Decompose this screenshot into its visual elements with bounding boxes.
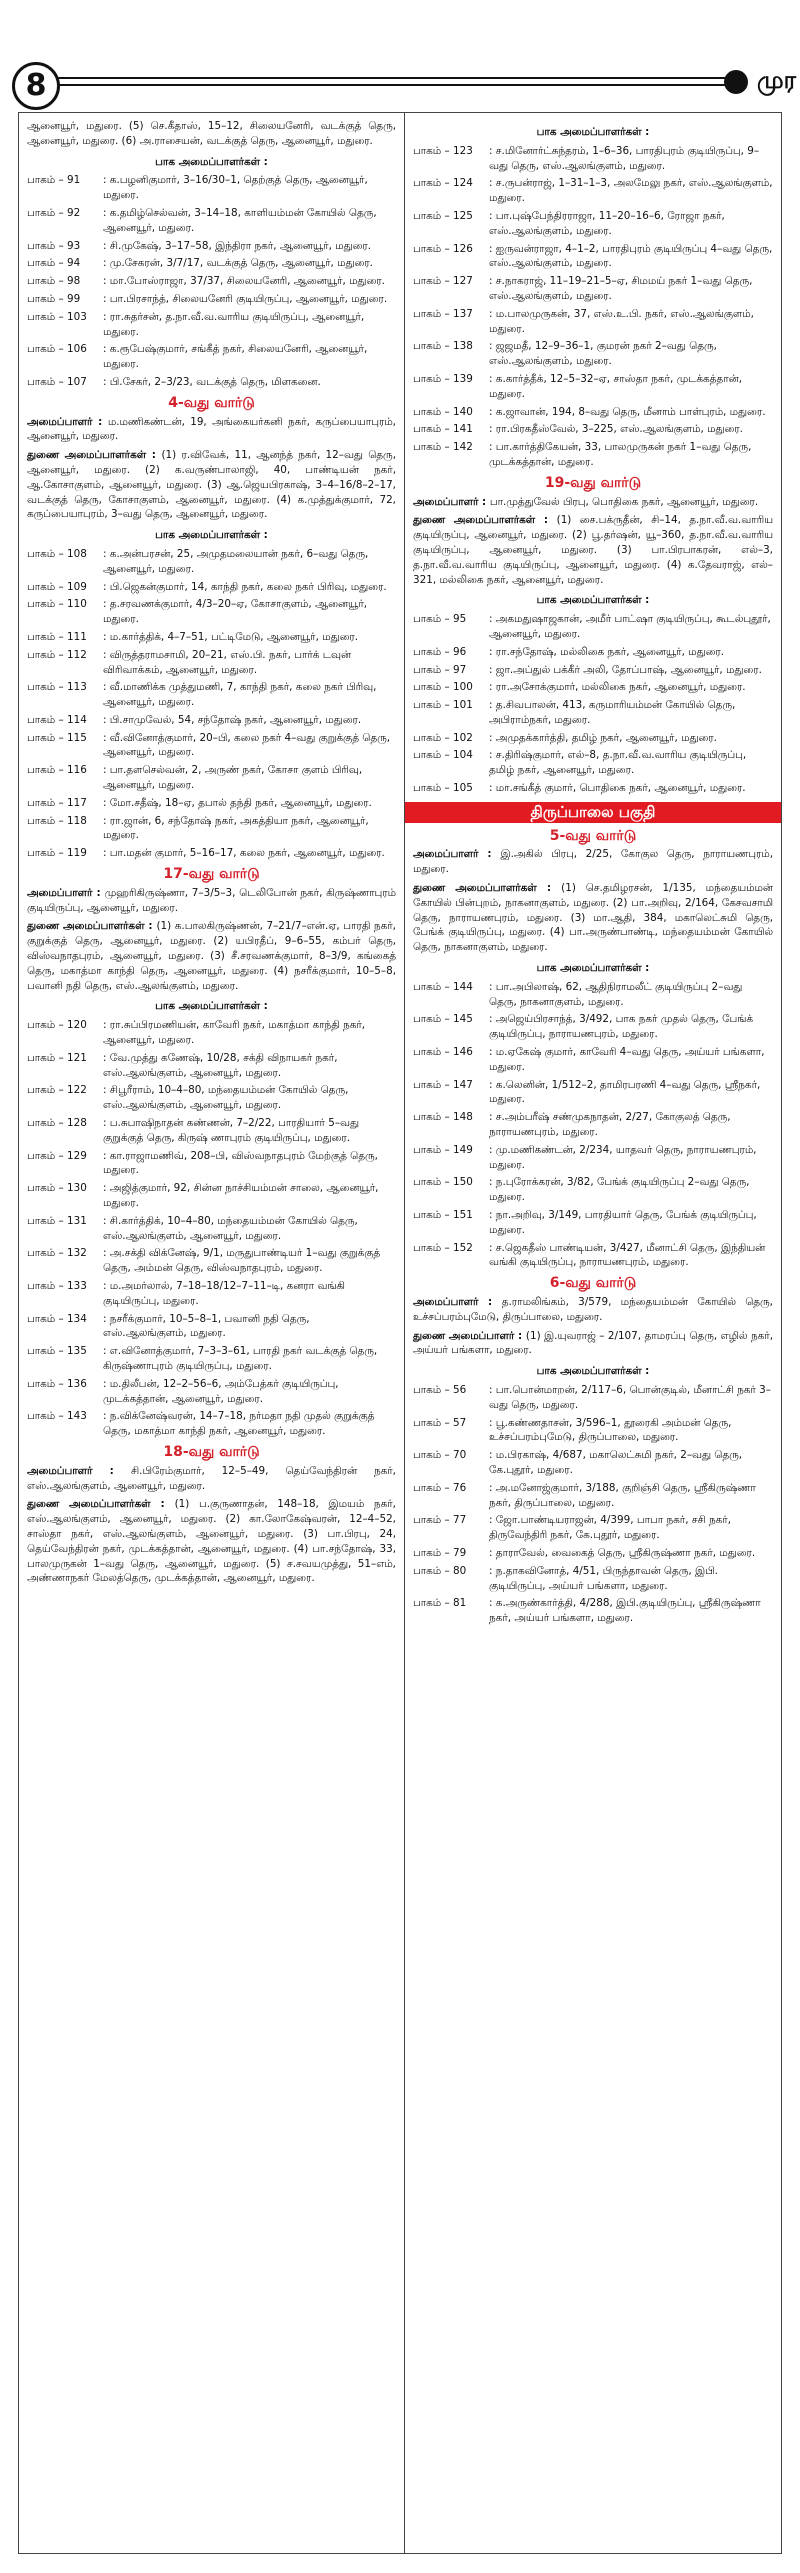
section-subheading: பாக அமைப்பாளர்கள் : bbox=[536, 1365, 650, 1378]
booth-number: பாகம் – 147 bbox=[413, 1078, 473, 1091]
booth-organizer: : சிபூரீராம், 10–4–80, மந்தையம்மன் கோயில் தெரு, எஸ்.ஆலங்குளம், ஆனையூர், மதுரை. bbox=[103, 1084, 349, 1112]
booth-number: பாகம் – 96 bbox=[413, 645, 467, 658]
booth-number: பாகம் – 80 bbox=[413, 1564, 467, 1577]
booth-organizer: : பா.அபிலாஷ், 62, ஆதிநிராமலீட் குடியிருப்பு 2–வது தெரு, நாகனாகுளம், மதுரை. bbox=[489, 980, 743, 1008]
booth-entry bbox=[413, 781, 773, 796]
booth-number: பாகம் – 137 bbox=[413, 307, 473, 320]
booth-organizer: : க.அருண்கார்த்தி, 4/288, இபி.குடியிருப்பு, ஸ்ரீகிருஷ்ணா நகர், அய்யர் பங்களா, மதுரை. bbox=[489, 1597, 761, 1625]
booth-entry bbox=[413, 1241, 773, 1271]
organizer-details: பா.முத்துவேல் பிரபு, பொதிகை நகர், ஆனையூர், மதுரை. bbox=[489, 495, 759, 508]
booth-organizer: : த.சரவணக்குமார், 4/3–20–ஏ, கோசாகுளம், ஆனையூர், மதுரை. bbox=[103, 598, 368, 626]
booth-entry bbox=[413, 307, 773, 337]
booth-entry bbox=[413, 748, 773, 778]
booth-organizer: : வீ.வினோத்குமார், 20–பி, கலை நகர் 4–வது குறுக்குத் தெரு, ஆனையூர், மதுரை. bbox=[103, 731, 391, 759]
booth-entry bbox=[413, 144, 773, 174]
booth-organizer: : ம.பாலமுருகன், 37, எஸ்.உ.பி. நகர், எஸ்.ஆலங்குளம், மதுரை. bbox=[489, 307, 754, 335]
booth-organizer: : ரா.பிரகதீஸ்வேல், 3–225, எஸ்.ஆலங்குளம், மதுரை. bbox=[489, 423, 743, 436]
booth-number: பாகம் – 138 bbox=[413, 340, 473, 353]
booth-entry bbox=[27, 846, 396, 861]
booth-organizer: : மு.மணிகண்டன், 2/234, யாதவர் தெரு, நாராயணபுரம், மதுரை. bbox=[489, 1143, 757, 1171]
booth-organizer: : வே.முத்து கணேஷ், 10/28, சக்தி விநாயகர் நகர், எஸ்.ஆலங்குளம், ஆனையூர், மதுரை. bbox=[103, 1051, 338, 1079]
organizer-paragraph bbox=[27, 1497, 396, 1586]
role-label: அமைப்பாளர் : bbox=[27, 886, 105, 899]
booth-number: பாகம் – 123 bbox=[413, 144, 473, 157]
booth-organizer: : ச.நாகராஜ், 11–19–21–5–ஏ, சிமமய் நகர் 1–வது தெரு, எஸ்.ஆலங்குளம், மதுரை. bbox=[489, 275, 753, 302]
role-label: துணை அமைப்பாளர் : bbox=[413, 1329, 526, 1342]
booth-number: பாகம் – 109 bbox=[27, 580, 87, 593]
booth-entry bbox=[413, 274, 773, 304]
booth-number: பாகம் – 81 bbox=[413, 1597, 467, 1610]
booth-entry bbox=[413, 422, 773, 437]
article-frame bbox=[18, 112, 782, 2554]
booth-organizer: : க.ஜாவான், 194, 8–வது தெரு, மீனாம் பாள்புரம், மதுரை. bbox=[489, 405, 766, 418]
organizer-paragraph bbox=[27, 119, 396, 149]
booth-organizer: : அஜெய்பிரசாந்த், 3/492, பாக நகர் முதல் தெரு, பேங்க் குடியிருப்பு, நாராயணபுரம், மதுரை. bbox=[489, 1013, 753, 1041]
booth-entry bbox=[27, 1279, 396, 1309]
organizer-details: (1) இ.யுவராஜ் – 2/107, தாமரப்பு தெரு, எழில் நகர், அய்யர் பங்களா, மதுரை. bbox=[413, 1329, 773, 1357]
booth-organizer: : அ.மனோஜ்குமார், 3/188, குறிஞ்சி தெரு, ஸ்ரீகிருஷ்ணா நகர், திருப்பாலை, மதுரை. bbox=[489, 1481, 756, 1509]
booth-number: பாகம் – 149 bbox=[413, 1143, 473, 1156]
booth-number: பாகம் – 111 bbox=[27, 630, 87, 643]
booth-organizer: : ச.மினோர்ட்சுந்தரம், 1–6–36, பாரதிபுரம் குடியிருப்பு, 9–வது தெரு, எஸ்.ஆலங்குளம், மதுரை. bbox=[489, 144, 760, 172]
booth-entry bbox=[27, 1344, 396, 1374]
booth-organizer: : பா.தளசெல்வன், 2, அருண் நகர், கோசா குளம் பிரிவு, ஆனையூர், மதுரை. bbox=[103, 764, 363, 792]
booth-entry bbox=[413, 372, 773, 402]
booth-entry bbox=[27, 1149, 396, 1179]
booth-number: பாகம் – 104 bbox=[413, 749, 473, 762]
booth-entry bbox=[413, 1110, 773, 1140]
booth-entry bbox=[27, 1377, 396, 1407]
booth-entry bbox=[413, 339, 773, 369]
brand-logo-icon bbox=[724, 70, 748, 94]
booth-entry bbox=[27, 630, 396, 645]
booth-organizer: : ம.கார்த்திக், 4–7–51, பட்டிமேடு, ஆனையூர், மதுரை. bbox=[103, 630, 359, 643]
booth-organizer: : ரா.சுதர்சன், த.நா.வீ.வ.வாரிய குடியிருப்பு, ஆனையூர், மதுரை. bbox=[103, 310, 365, 338]
booth-organizer: : ச.ஜெகதீஸ் பாண்டியன், 3/427, மீனாட்சி தெரு, இந்தியன் வங்கி குடியிருப்பு, நாராயணபுரம், மதுரை. bbox=[489, 1241, 766, 1269]
booth-number: பாகம் – 129 bbox=[27, 1149, 87, 1162]
booth-entry bbox=[27, 814, 396, 844]
booth-entry bbox=[27, 731, 396, 761]
booth-entry bbox=[27, 1051, 396, 1081]
booth-number: பாகம் – 120 bbox=[27, 1019, 87, 1032]
organizer-details: சி.பிரேம்குமார், 12–5–49, தெய்வேந்திரன் நகர், எஸ்.ஆலங்குளம், ஆனையூர், மதுரை. bbox=[27, 1464, 396, 1492]
booth-organizer: : க.பழனிகுமார், 3–16/30–1, தெற்குத் தெரு, ஆனையூர், மதுரை. bbox=[103, 174, 368, 202]
ward-heading: 17-வது வார்டு bbox=[163, 866, 260, 883]
booth-entry bbox=[413, 663, 773, 678]
booth-organizer: : ம.பிரகாஷ், 4/687, மகாலெட்சுமி நகர், 2–வது தெரு, கே.புதூர், மதுரை. bbox=[489, 1449, 743, 1476]
booth-number: பாகம் – 77 bbox=[413, 1514, 467, 1527]
organizer-details: (1) செ.தமிழரசன், 1/135, மந்தையம்மன் கோயில் பின்புறம், நாகனாகுளம், மதுரை. (2) பா.அறிவு, 2/164, கேசவசாமி தெரு, நாராயணபுரம், மதுரை. (3) மா.ஆதி, 384, மகாலெட்சுமி தெரு, பேங்க் குடியிருப்பு, மதுரை. (4) பா.அருண்பாண்டி, மந்தையம்மன் கோயில் தெரு, நாகனாகுளம், மதுரை. bbox=[413, 882, 773, 954]
booth-organizer: : ச.திரிஷ்குமார், எல்–8, த.நா.வீ.வ.வாரிய குடியிருப்பு, தமிழ் நகர், ஆனையூர், மதுரை. bbox=[489, 749, 747, 777]
booth-organizer: : சி.கார்த்திக், 10–4–80, மந்தையம்மன் கோயில் தெரு, எஸ்.ஆலங்குளம், ஆனையூர், மதுரை. bbox=[103, 1214, 358, 1242]
booth-number: பாகம் – 103 bbox=[27, 310, 87, 323]
header-rule-top bbox=[55, 77, 725, 79]
booth-organizer: : மோ.சதீஷ், 18–ஏ, தபால் தந்தி நகர், ஆனையூர், மதுரை. bbox=[103, 796, 372, 809]
header-rule-bottom bbox=[55, 84, 725, 86]
booth-organizer: : பா.மதன் குமார், 5–16–17, கலை நகர், ஆனையூர், மதுரை. bbox=[103, 847, 385, 860]
role-label: அமைப்பாளர் : bbox=[27, 415, 108, 428]
booth-organizer: : க.தமிழ்செல்வன், 3–14–18, காளியம்மன் கோயில் தெரு, ஆனையூர், மதுரை. bbox=[103, 206, 377, 234]
booth-organizer: : ம.திலீபன், 12–2–56–6, அம்பேத்கர் குடியிருப்பு, முடக்கத்தான், ஆனையூர், மதுரை. bbox=[103, 1377, 339, 1405]
organizer-paragraph bbox=[27, 886, 396, 916]
booth-entry bbox=[413, 209, 773, 239]
booth-number: பாகம் – 110 bbox=[27, 598, 87, 611]
booth-entry bbox=[413, 731, 773, 746]
booth-entry bbox=[413, 440, 773, 470]
booth-number: பாகம் – 114 bbox=[27, 713, 87, 726]
booth-entry bbox=[27, 597, 396, 627]
booth-number: பாகம் – 56 bbox=[413, 1383, 467, 1396]
booth-organizer: : ந.விக்னேஷ்வரன், 14–7–18, நர்மதா நதி முதல் குறுக்குத் தெரு, மகாத்மா காந்தி நகர், ஆனையூர், மதுரை. bbox=[103, 1410, 375, 1438]
booth-entry bbox=[413, 1012, 773, 1042]
left-column bbox=[19, 113, 405, 2553]
booth-organizer: : க.லெனின், 1/512–2, தாமிரபரணி 4–வது தெரு, ஸ்ரீநகர், மதுரை. bbox=[489, 1078, 761, 1106]
ward-heading: 19-வது வார்டு bbox=[544, 474, 642, 491]
booth-number: பாகம் – 79 bbox=[413, 1546, 467, 1559]
booth-number: பாகம் – 100 bbox=[413, 681, 473, 694]
organizer-details: (1) ப.குருணாதன், 148–18, இமயம் நகர், எஸ்.ஆலங்குளம், ஆனையூர், மதுரை. (2) கா.லோகேஷ்வரன், 12–4–52, சாஸ்தா நகர், எஸ்.ஆலங்குளம், ஆனையூர், மதுரை. (3) பா.பிரபு, 24, தெய்வேந்திரன் நகர், முடக்கத்தான், ஆனையூர், மதுரை. (4) பா.சந்தோஷ், 33, பாலமுருகன் 1–வது தெரு, ஆனையூர், மதுரை. (5) ச.சவயமுத்து, 51–எம், அண்ணாநகர் மேலத்தெரு, முடக்கத்தான், ஆனையூர், மதுரை. bbox=[27, 1498, 396, 1585]
organizer-paragraph bbox=[413, 881, 773, 955]
role-label: துணை அமைப்பாளர்கள் : bbox=[413, 882, 562, 895]
booth-number: பாகம் – 108 bbox=[27, 547, 87, 560]
booth-organizer: : ந.புரோக்கரன், 3/82, பேங்க் குடியிருப்பு 2–வது தெரு, மதுரை. bbox=[489, 1176, 750, 1204]
organizer-paragraph bbox=[413, 495, 773, 510]
booth-organizer: : ச.அம்பரீஷ் சண்முகநாதன், 2/27, கோகுலத் தெரு, நாராயணபுரம், மதுரை. bbox=[489, 1111, 731, 1139]
booth-organizer: : தாராவேல், வைகைத் தெரு, ஸ்ரீகிருஷ்ணா நகர், மதுரை. bbox=[489, 1546, 756, 1559]
booth-organizer: : சி.முகேஷ், 3–17–58, இந்திரா நகர், ஆனையூர், மதுரை. bbox=[103, 239, 372, 252]
role-label: துணை அமைப்பாளர்கள் : bbox=[27, 1498, 175, 1511]
ward-heading: 6-வது வார்டு bbox=[549, 1275, 637, 1292]
booth-number: பாகம் – 131 bbox=[27, 1214, 87, 1227]
booth-number: பாகம் – 122 bbox=[27, 1084, 87, 1097]
booth-number: பாகம் – 124 bbox=[413, 177, 473, 190]
booth-number: பாகம் – 127 bbox=[413, 275, 473, 288]
booth-entry bbox=[413, 405, 773, 420]
booth-organizer: : பி.சேகர், 2–3/23, வடக்குத் தெரு, மிளகனை. bbox=[103, 375, 321, 388]
booth-entry bbox=[27, 1116, 396, 1146]
booth-organizer: : ரா.அசோக்குமார், மல்லிகை நகர், ஆனையூர், மதுரை. bbox=[489, 681, 746, 694]
booth-organizer: : ரா.ஜான், 6, சந்தோஷ் நகர், அகத்தியா நகர், ஆனையூர், மதுரை. bbox=[103, 814, 369, 842]
organizer-details: இ.அகில் பிரபு, 2/25, கோகுல தெரு, நாராயணபுரம், மதுரை. bbox=[413, 848, 773, 876]
booth-number: பாகம் – 117 bbox=[27, 796, 87, 809]
booth-number: பாகம் – 125 bbox=[413, 209, 473, 222]
organizer-details: (1) சை.பக்ருதீன், சி–14, த.நா.வீ.வ.வாரிய குடியிருப்பு, ஆனையூர், மதுரை. (2) பூ.தர்ஷன், யூ–360, த.நா.வீ.வ.வாரிய குடியிருப்பு, ஆனையூர், மதுரை. (3) பா.பிரபாகரன், எல்–3, த.நா.வீ.வ.வாரிய குடியிருப்பு, ஆனையூர், மதுரை. (4) க.தேவராஜ், எல்–321, மல்லிகை நகர், ஆனையூர், மதுரை. bbox=[413, 514, 773, 586]
booth-entry bbox=[413, 1383, 773, 1413]
role-label: துணை அமைப்பாளர்கள் : bbox=[413, 514, 557, 527]
booth-entry bbox=[413, 1143, 773, 1173]
booth-number: பாகம் – 132 bbox=[27, 1247, 87, 1260]
booth-entry bbox=[27, 1214, 396, 1244]
booth-number: பாகம் – 146 bbox=[413, 1046, 473, 1059]
booth-number: பாகம் – 118 bbox=[27, 814, 87, 827]
booth-organizer: : ம.ஏகேஷ் குமார், காவேரி 4–வது தெரு, அய்யர் பங்களா, மதுரை. bbox=[489, 1046, 765, 1073]
booth-number: பாகம் – 107 bbox=[27, 375, 87, 388]
booth-organizer: : ப.சுபாஷிநாதன் கண்ணன், 7–2/22, பாரதியார் 5–வது குறுக்குத் தெரு, கிருஷ் ணாபுரம் குடியிருப்பு, மதுரை. bbox=[103, 1117, 359, 1144]
section-subheading: பாக அமைப்பாளர்கள் : bbox=[536, 594, 650, 607]
booth-entry bbox=[27, 648, 396, 678]
booth-number: பாகம் – 139 bbox=[413, 372, 473, 385]
booth-number: பாகம் – 105 bbox=[413, 782, 473, 795]
booth-entry bbox=[27, 680, 396, 710]
organizer-details: ம.மணிகண்டன், 19, அங்கையர்கனி நகர், கருப்பையாபுரம், ஆனையூர், மதுரை. bbox=[27, 415, 396, 443]
organizer-paragraph bbox=[413, 1329, 773, 1359]
booth-number: பாகம் – 128 bbox=[27, 1117, 87, 1130]
booth-entry bbox=[413, 1416, 773, 1446]
booth-organizer: : க.ரூபேஷ்குமார், சங்கீத் நகர், சிலையனேரி, ஆனையூர், மதுரை. bbox=[103, 343, 368, 371]
booth-number: பாகம் – 135 bbox=[27, 1345, 87, 1358]
booth-organizer: : பா.புஷ்பேந்திரராஜா, 11–20–16–6, ரோஜா நகர், எஸ்.ஆலங்குளம், மதுரை. bbox=[489, 209, 725, 237]
booth-number: பாகம் – 106 bbox=[27, 343, 87, 356]
booth-organizer: : ஜோ.பாண்டியராஜன், 4/399, பாபா நகர், சசி நகர், திருவேந்திரி நகர், கே.புதூர், மதுரை. bbox=[489, 1514, 732, 1542]
booth-organizer: : பி.ஜெகன்குமார், 14, காந்தி நகர், கலை நகர் பிரிவு, மதுரை. bbox=[103, 580, 387, 593]
booth-organizer: : க.கார்த்தீக், 12–5–32–ஏ, சாஸ்தா நகர், முடக்கத்தான், மதுரை. bbox=[489, 372, 743, 400]
booth-organizer: : த.சிவபாலன், 413, கருமாரியம்மன் கோயில் தெரு, அபிராம்நகர், மதுரை. bbox=[489, 699, 736, 726]
organizer-details: (1) க.பாலகிருஷ்ணன், 7–21/7–என்.ஏ, பாரதி நகர், குறுக்குத் தெரு, ஆனையூர், மதுரை. (2) யபிரதீப், 9–6–55, கம்பர் தெரு, விஸ்வநாதபுரம், ஆனையூர், மதுரை. (3) சீ.சரவணக்குமார், 8–3/9, கங்கைத் தெரு, மகாத்மா காந்தி தெரு, ஆனையூர், மதுரை. (4) நசரீக்குமார், 10–5–8, பவானி நதி தெரு, எஸ்.ஆலங்குளம், மதுரை. bbox=[27, 920, 396, 992]
booth-number: பாகம் – 97 bbox=[413, 663, 467, 676]
booth-number: பாகம் – 150 bbox=[413, 1176, 473, 1189]
booth-number: பாகம் – 130 bbox=[27, 1182, 87, 1195]
role-label: அமைப்பாளர் : bbox=[413, 1295, 502, 1308]
booth-organizer: : பா.கார்த்திகேயன், 33, பாலமுருகன் நகர் 1–வது தெரு, முடக்கத்தான், மதுரை. bbox=[489, 441, 752, 468]
booth-number: பாகம் – 141 bbox=[413, 423, 473, 436]
booth-entry bbox=[27, 1181, 396, 1211]
ward-heading: 5-வது வார்டு bbox=[549, 827, 637, 844]
booth-number: பாகம் – 121 bbox=[27, 1051, 87, 1064]
booth-number: பாகம் – 113 bbox=[27, 681, 87, 694]
organizer-paragraph bbox=[27, 415, 396, 445]
organizer-paragraph bbox=[413, 847, 773, 877]
booth-number: பாகம் – 148 bbox=[413, 1111, 473, 1124]
booth-organizer: : விருத்தராமசாமி, 20–21, எஸ்.பி. நகர், பார்க் டவுன் விரிவாக்கம், ஆனையூர், மதுரை. bbox=[103, 648, 352, 676]
booth-entry bbox=[413, 698, 773, 728]
section-subheading: பாக அமைப்பாளர்கள் : bbox=[536, 126, 650, 138]
role-label: துணை அமைப்பாளர்கள் : bbox=[27, 920, 157, 933]
booth-entry bbox=[27, 342, 396, 372]
booth-entry bbox=[27, 713, 396, 728]
booth-entry bbox=[413, 1513, 773, 1543]
booth-number: பாகம் – 115 bbox=[27, 731, 87, 744]
page-number-badge: 8 bbox=[12, 62, 60, 110]
role-label: அமைப்பாளர் : bbox=[27, 1464, 132, 1477]
section-subheading: பாக அமைப்பாளர்கள் : bbox=[536, 962, 650, 975]
organizer-paragraph bbox=[413, 513, 773, 587]
ward-heading: 18-வது வார்டு bbox=[163, 1443, 260, 1460]
organizer-paragraph bbox=[27, 1464, 396, 1494]
booth-organizer: : அஜித்குமார், 92, சின்ன நாச்சியம்மன் சாலை, ஆனையூர், மதுரை. bbox=[103, 1182, 379, 1209]
booth-number: பாகம் – 126 bbox=[413, 242, 473, 255]
booth-number: பாகம் – 94 bbox=[27, 257, 81, 270]
booth-organizer: : கா.ராஜாமணிவ், 208–பி, விஸ்வநாதபுரம் மேற்குத் தெரு, மதுரை. bbox=[103, 1149, 378, 1177]
booth-entry bbox=[27, 1409, 396, 1439]
booth-entry bbox=[413, 645, 773, 660]
booth-entry bbox=[413, 980, 773, 1010]
booth-number: பாகம் – 91 bbox=[27, 174, 81, 187]
booth-entry bbox=[27, 256, 396, 271]
booth-entry bbox=[27, 1246, 396, 1276]
booth-organizer: : ஐருவன்ராஜா, 4–1–2, பாரதிபுரம் குடியிருப்பு 4–வது தெரு, எஸ்.ஆலங்குளம், மதுரை. bbox=[489, 242, 773, 270]
booth-organizer: : வீ.மாணிக்க முத்துமணி, 7, காந்தி நகர், கலை நகர் பிரிவு, ஆனையூர், மதுரை. bbox=[103, 681, 377, 709]
booth-number: பாகம் – 119 bbox=[27, 847, 87, 860]
organizer-details: ஆனையூர், மதுரை. (5) செ.கீதாஸ், 15–12, சிலையனேரி, வடக்குத் தெரு, ஆனையூர், மதுரை. (6) அ.ராசையன், வடக்குத் தெரு, ஆனையூர், மதுரை. bbox=[27, 120, 396, 147]
booth-entry bbox=[413, 680, 773, 695]
booth-organizer: : ம.அமர்லால், 7–18–18/12–7–11–டி, கனரா வங்கி குடியிருப்பு, மதுரை. bbox=[103, 1279, 345, 1307]
booth-entry bbox=[413, 176, 773, 206]
role-label: அமைப்பாளர் : bbox=[413, 495, 490, 508]
brand-logo-text: முர bbox=[756, 66, 796, 94]
section-subheading: பாக அமைப்பாளர்கள் : bbox=[155, 155, 268, 168]
organizer-paragraph bbox=[413, 1295, 773, 1325]
booth-organizer: : பா.பொன்மாறன், 2/117–6, பொன்குடில், மீனாட்சி நகர் 3–வது தெரு, மதுரை. bbox=[489, 1383, 771, 1411]
booth-entry bbox=[27, 763, 396, 793]
right-column bbox=[405, 113, 781, 2553]
booth-entry bbox=[27, 292, 396, 307]
booth-number: பாகம் – 136 bbox=[27, 1377, 87, 1390]
booth-number: பாகம் – 151 bbox=[413, 1209, 473, 1221]
booth-entry bbox=[27, 1018, 396, 1048]
booth-entry bbox=[413, 1175, 773, 1205]
booth-organizer: : நா.அறிவு, 3/149, பாரதியார் தெரு, பேங்க் குடியிருப்பு, மதுரை. bbox=[489, 1209, 757, 1236]
booth-entry bbox=[413, 1481, 773, 1511]
booth-entry bbox=[27, 239, 396, 254]
booth-organizer: : பி.சாமுவேல், 54, சந்தோஷ் நகர், ஆனையூர், மதுரை. bbox=[103, 713, 362, 726]
booth-entry bbox=[27, 375, 396, 390]
booth-number: பாகம் – 140 bbox=[413, 405, 473, 418]
booth-entry bbox=[413, 1564, 773, 1594]
booth-entry bbox=[413, 1546, 773, 1561]
booth-organizer: : ச.ருபன்ராஜ், 1–31–1–3, அலமேலு நகர், எஸ்.ஆலங்குளம், மதுரை. bbox=[489, 177, 773, 205]
booth-organizer: : பா.பிரசாந்த், சிலையனேரி குடியிருப்பு, ஆனையூர், மதுரை. bbox=[103, 292, 388, 305]
role-label: அமைப்பாளர் : bbox=[413, 848, 501, 861]
booth-number: பாகம் – 95 bbox=[413, 613, 467, 626]
booth-number: பாகம் – 133 bbox=[27, 1279, 87, 1292]
page-header bbox=[0, 0, 800, 105]
booth-organizer: : ஜா.அப்துல் பக்கீர் அலி, தோப்பாஷ், ஆனையூர், மதுரை. bbox=[489, 663, 762, 676]
booth-entry bbox=[413, 1078, 773, 1108]
booth-organizer: : க.அன்பரசன், 25, அமுதமலையான் நகர், 6–வது தெரு, ஆனையூர், மதுரை. bbox=[103, 547, 369, 575]
booth-organizer: : மு.சேகரன், 3/7/17, வடக்குத் தெரு, ஆனையூர், மதுரை. bbox=[103, 257, 373, 270]
booth-entry bbox=[27, 796, 396, 811]
booth-number: பாகம் – 112 bbox=[27, 648, 87, 661]
organizer-paragraph bbox=[27, 448, 396, 522]
booth-number: பாகம் – 152 bbox=[413, 1241, 473, 1254]
booth-entry bbox=[413, 1045, 773, 1075]
booth-entry bbox=[27, 547, 396, 577]
booth-entry bbox=[413, 1596, 773, 1626]
organizer-details: முஹரிகிருஷ்ணா, 7–3/5–3, டெலிபோன் நகர், கிருஷ்ணாபுரம் குடியிருப்பு, ஆனையூர், மதுரை. bbox=[27, 886, 396, 914]
booth-organizer: : மா.சங்கீத் குமார், பொதிகை நகர், ஆனையூர், மதுரை. bbox=[489, 782, 746, 795]
region-banner: திருப்பாலை பகுதி bbox=[405, 802, 781, 823]
booth-number: பாகம் – 93 bbox=[27, 239, 81, 252]
organizer-details: த.ராமலிங்கம், 3/579, மந்தையம்மன் கோயில் தெரு, உச்சப்பரம்புமேடு, திருப்பாலை, மதுரை. bbox=[413, 1295, 773, 1323]
booth-number: பாகம் – 142 bbox=[413, 441, 473, 454]
booth-number: பாகம் – 76 bbox=[413, 1481, 467, 1494]
booth-entry bbox=[413, 612, 773, 642]
booth-number: பாகம் – 144 bbox=[413, 980, 473, 993]
booth-number: பாகம் – 101 bbox=[413, 699, 473, 712]
booth-number: பாகம் – 145 bbox=[413, 1013, 473, 1026]
booth-entry bbox=[27, 1312, 396, 1342]
booth-number: பாகம் – 102 bbox=[413, 731, 473, 744]
booth-organizer: : மா.போஸ்ராஜா, 37/37, சிலையனேரி, ஆனையூர், மதுரை. bbox=[103, 275, 385, 288]
booth-organizer: : நசரீக்குமார், 10–5–8–1, பவானி நதி தெரு, எஸ்.ஆலங்குளம், மதுரை. bbox=[103, 1312, 310, 1340]
booth-number: பாகம் – 116 bbox=[27, 764, 87, 777]
booth-number: பாகம் – 143 bbox=[27, 1410, 87, 1423]
section-subheading: பாக அமைப்பாளர்கள் : bbox=[155, 1000, 268, 1013]
booth-entry bbox=[413, 1208, 773, 1238]
booth-entry bbox=[27, 580, 396, 595]
booth-organizer: : ரா.சந்தோஷ், மல்லிகை நகர், ஆனையூர், மதுரை. bbox=[489, 645, 725, 658]
booth-number: பாகம் – 134 bbox=[27, 1312, 87, 1325]
booth-entry bbox=[413, 242, 773, 272]
booth-entry bbox=[27, 274, 396, 289]
section-subheading: பாக அமைப்பாளர்கள் : bbox=[155, 529, 268, 542]
organizer-paragraph bbox=[27, 919, 396, 993]
organizer-details: (1) ர.விவேக், 11, ஆனந்த் நகர், 12–வது தெரு, ஆனையூர், மதுரை. (2) க.வருண்பாலாஜி, 40, பாண்டியன் நகர், ஆ.கோசாகுளம், ஆனையூர், மதுரை. (3) ஆ.ஜெயபிரகாஷ், 3–4–16/8–2–17, வடக்குத் தெரு, கோசாகுளம், ஆனையூர், மதுரை. (4) க.முத்துக்குமார், 72, கருப்பையாபுரம், 3–வது தெரு, ஆனையூர், மதுரை. bbox=[27, 449, 396, 521]
booth-entry bbox=[27, 206, 396, 236]
booth-number: பாகம் – 92 bbox=[27, 206, 81, 219]
booth-organizer: : அகமதுஷாஜகான், அமீர் பாட்ஷா குடியிருப்பு, கூடல்புதூர், ஆனையூர், மதுரை. bbox=[489, 613, 771, 640]
booth-entry bbox=[27, 1083, 396, 1113]
booth-organizer: : ரா.சுப்பிரமணியன், காவேரி நகர், மகாத்மா காந்தி நகர், ஆனையூர், மதுரை. bbox=[103, 1019, 366, 1047]
booth-number: பாகம் – 57 bbox=[413, 1416, 467, 1429]
booth-entry bbox=[27, 173, 396, 203]
booth-organizer: : அமுதக்கார்த்தி, தமிழ் நகர், ஆனையூர், மதுரை. bbox=[489, 731, 717, 744]
booth-organizer: : ந.தாகவினோத், 4/51, பிருந்தாவன் தெரு, இபி. குடியிருப்பு, அய்யர் பங்களா, மதுரை. bbox=[489, 1564, 718, 1592]
booth-organizer: : அ.சக்தி விக்னேஷ், 9/1, மருதுபாண்டியர் 1–வது குறுக்குத் தெரு, அம்மன் தெரு, விஸ்வநாதபுரம், மதுரை. bbox=[103, 1247, 381, 1275]
booth-organizer: : பூ.கண்ணதாசன், 3/596–1, தூரைகி அம்மன் தெரு, உச்சப்பரம்புமேடு, திருப்பாலை, மதுரை. bbox=[489, 1416, 732, 1444]
ward-heading: 4-வது வார்டு bbox=[168, 394, 255, 411]
booth-number: பாகம் – 99 bbox=[27, 292, 81, 305]
booth-organizer: : ஜஜமதீ, 12–9–36–1, குமரன் நகர் 2–வது தெரு, எஸ்.ஆலங்குளம், மதுரை. bbox=[489, 340, 717, 368]
booth-organizer: : எ.வினோத்குமார், 7–3–3–61, பாரதி நகர் வடக்குத் தெரு, கிருஷ்ணாபுரம் குடியிருப்பு, மதுரை. bbox=[103, 1345, 378, 1372]
booth-entry bbox=[413, 1448, 773, 1478]
booth-number: பாகம் – 70 bbox=[413, 1449, 467, 1462]
booth-entry bbox=[27, 310, 396, 340]
role-label: துணை அமைப்பாளர்கள் : bbox=[27, 449, 162, 462]
booth-number: பாகம் – 98 bbox=[27, 275, 81, 288]
